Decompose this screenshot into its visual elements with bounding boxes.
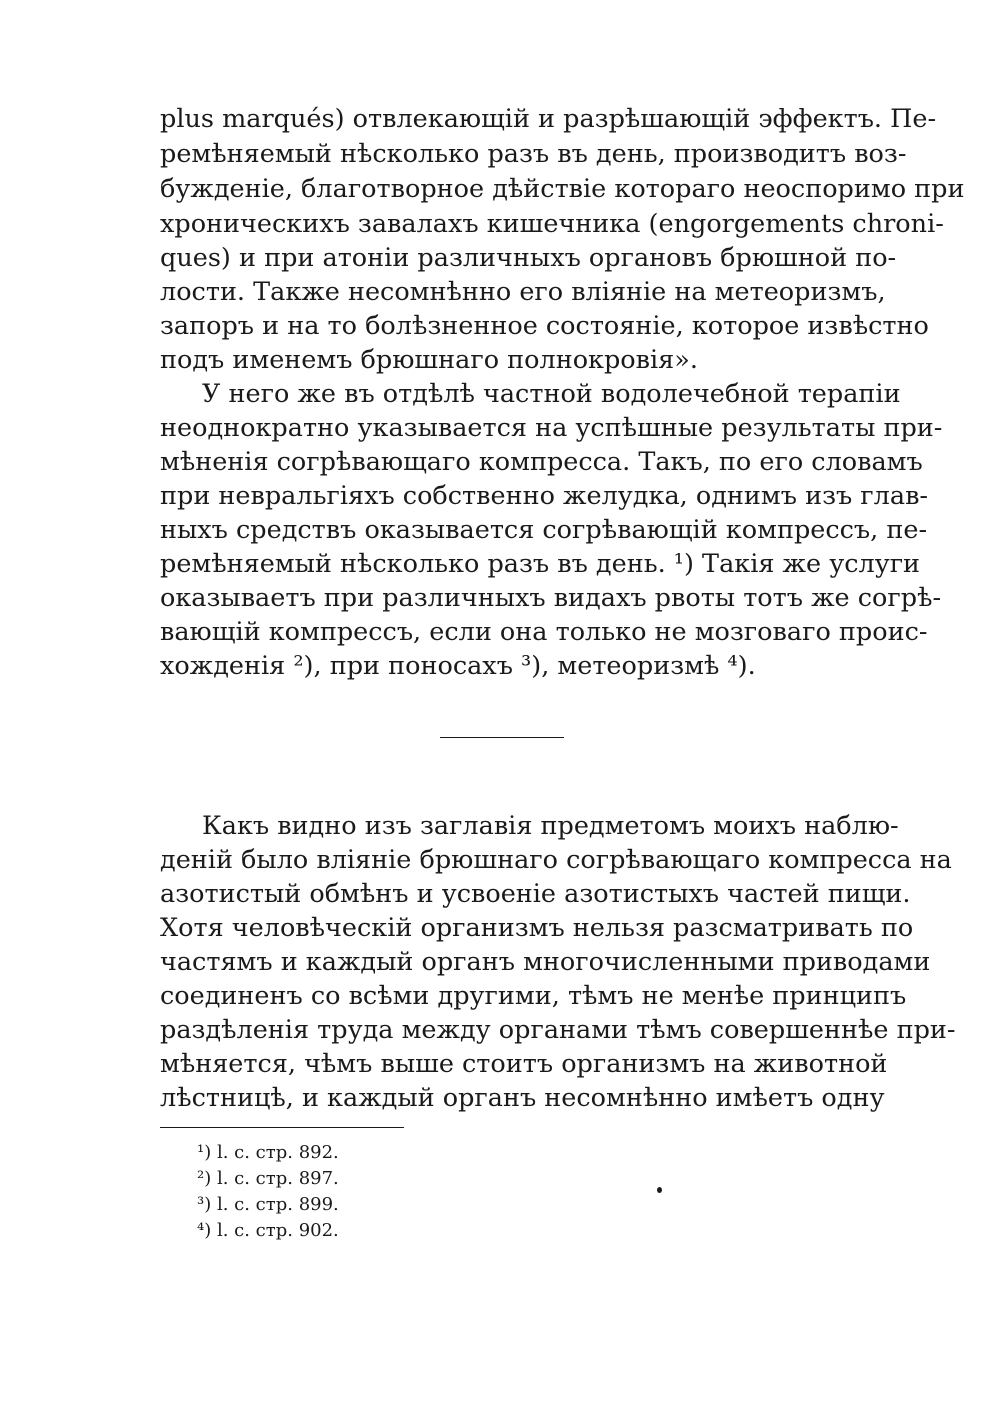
text-line: хожденія ²), при поносахъ ³), метеоризмѣ ⁴). (160, 651, 756, 681)
text-line: лѣстницѣ, и каждый органъ несомнѣнно имѣетъ одну (160, 1083, 885, 1113)
text-line: запоръ и на то болѣзненное состояніе, которое извѣстно (160, 311, 929, 341)
text-line: Хотя человѣческій организмъ нельзя разсматривать по (160, 913, 914, 943)
section-separator (440, 737, 564, 738)
text-line: мѣненія согрѣвающаго компресса. Такъ, по его словамъ (160, 447, 923, 477)
text-line: ремѣняемый нѣсколько разъ въ день, производитъ воз- (160, 139, 907, 169)
text-line: ques) и при атоніи различныхъ органовъ брюшной по- (160, 243, 897, 273)
text-line: соединенъ со всѣми другими, тѣмъ не менѣе принципъ (160, 981, 907, 1011)
text-line: азотистый обмѣнъ и усвоеніе азотистыхъ частей пищи. (160, 879, 911, 909)
footnote: ³) l. c. стр. 899. (197, 1194, 339, 1215)
ink-speck (657, 1187, 662, 1193)
text-line: У него же въ отдѣлѣ частной водолечебной терапіи (202, 379, 901, 409)
text-line: деній было вліяніе брюшнаго согрѣвающаго компресса на (160, 845, 952, 875)
text-line: частямъ и каждый органъ многочисленными приводами (160, 947, 931, 977)
text-line: хроническихъ завалахъ кишечника (engorgements chroni- (160, 209, 944, 239)
text-line: лости. Также несомнѣнно его вліяніе на метеоризмъ, (160, 277, 886, 307)
text-line: вающій компрессъ, если она только не мозговаго проис- (160, 617, 928, 647)
text-line: Какъ видно изъ заглавія предметомъ моихъ наблю- (202, 811, 899, 841)
text-line: plus marqués) отвлекающій и разрѣшающій эффектъ. Пе- (160, 104, 937, 134)
text-line: раздѣленія труда между органами тѣмъ совершеннѣе при- (160, 1015, 956, 1045)
footnote-rule (160, 1127, 404, 1128)
footnote: ¹) l. c. стр. 892. (197, 1142, 339, 1163)
footnote: ⁴) l. c. стр. 902. (197, 1220, 339, 1241)
text-line: бужденіе, благотворное дѣйствіе котораго неоспоримо при (160, 174, 965, 204)
text-line: ремѣняемый нѣсколько разъ въ день. ¹) Такія же услуги (160, 549, 921, 579)
text-line: неоднократно указывается на успѣшные результаты при- (160, 413, 943, 443)
text-line: мѣняется, чѣмъ выше стоитъ организмъ на животной (160, 1049, 888, 1079)
text-line: при невральгіяхъ собственно желудка, однимъ изъ глав- (160, 481, 929, 511)
text-line: ныхъ средствъ оказывается согрѣвающій компрессъ, пе- (160, 515, 928, 545)
text-line: оказываетъ при различныхъ видахъ рвоты тотъ же согрѣ- (160, 583, 942, 613)
footnote: ²) l. c. стр. 897. (197, 1168, 339, 1189)
text-line: подъ именемъ брюшнаго полнокровія». (160, 345, 698, 375)
